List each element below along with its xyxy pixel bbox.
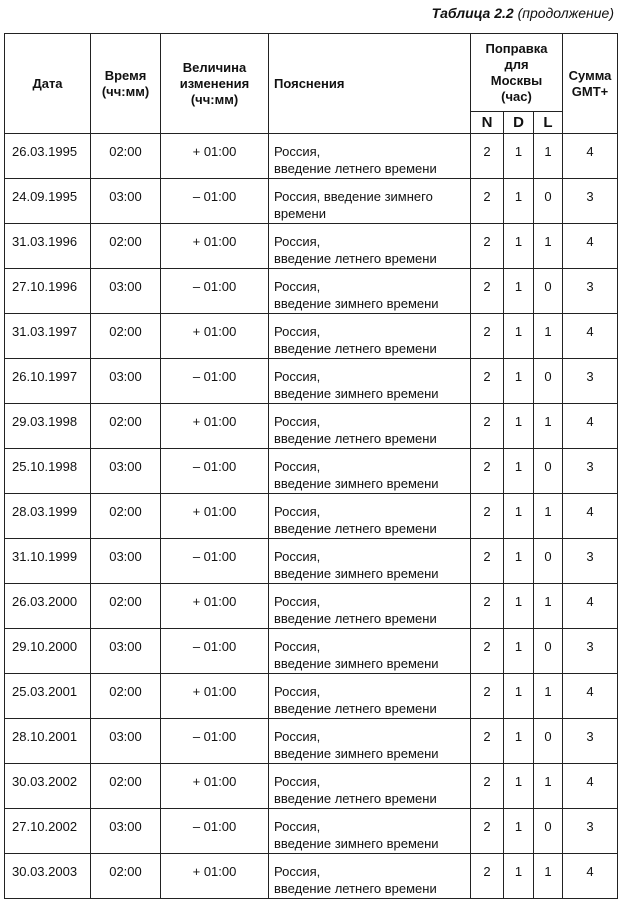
change-cell: + 01:00 xyxy=(161,494,269,539)
date-cell: 25.10.1998 xyxy=(5,449,91,494)
n-cell: 2 xyxy=(471,584,504,629)
d-cell: 1 xyxy=(504,719,534,764)
sum-cell: 3 xyxy=(563,629,618,674)
n-cell: 2 xyxy=(471,134,504,179)
l-cell: 0 xyxy=(534,449,563,494)
table-row xyxy=(5,359,618,404)
table-row xyxy=(5,719,618,764)
date-cell: 30.03.2003 xyxy=(5,854,91,899)
explanation-line-1: Россия, xyxy=(274,639,321,654)
header-explanation: Пояснения xyxy=(269,34,471,134)
table-row xyxy=(5,179,618,224)
explanation-cell xyxy=(269,179,471,224)
table-row xyxy=(5,314,618,359)
change-cell: – 01:00 xyxy=(161,719,269,764)
sum-cell: 3 xyxy=(563,809,618,854)
n-cell: 2 xyxy=(471,449,504,494)
n-cell: 2 xyxy=(471,314,504,359)
sum-cell: 4 xyxy=(563,494,618,539)
header-date: Дата xyxy=(5,34,91,134)
header-change: Величина изменения (чч:мм) xyxy=(161,34,269,134)
explanation-cell xyxy=(269,854,471,899)
date-cell: 24.09.1995 xyxy=(5,179,91,224)
l-cell: 1 xyxy=(534,494,563,539)
d-cell: 1 xyxy=(504,269,534,314)
d-cell: 1 xyxy=(504,224,534,269)
explanation-cell xyxy=(269,269,471,314)
date-cell: 29.10.2000 xyxy=(5,629,91,674)
explanation-line-1: Россия, xyxy=(274,684,321,699)
d-cell: 1 xyxy=(504,674,534,719)
date-cell: 28.03.1999 xyxy=(5,494,91,539)
n-cell: 2 xyxy=(471,764,504,809)
sum-cell: 3 xyxy=(563,269,618,314)
explanation-line-2: введение летнего времени xyxy=(274,791,437,806)
n-cell: 2 xyxy=(471,359,504,404)
change-cell: – 01:00 xyxy=(161,269,269,314)
explanation-cell xyxy=(269,404,471,449)
time-cell: 03:00 xyxy=(91,179,161,224)
explanation-line-1: Россия, xyxy=(274,729,321,744)
n-cell: 2 xyxy=(471,494,504,539)
change-cell: – 01:00 xyxy=(161,809,269,854)
n-cell: 2 xyxy=(471,629,504,674)
explanation-cell xyxy=(269,494,471,539)
date-cell: 31.03.1997 xyxy=(5,314,91,359)
sum-cell: 4 xyxy=(563,134,618,179)
header-moscow-correction: Поправка для Москвы (час) xyxy=(471,34,563,112)
table-row xyxy=(5,629,618,674)
explanation-cell xyxy=(269,719,471,764)
explanation-line-2: введение зимнего времени xyxy=(274,476,439,491)
sum-cell: 4 xyxy=(563,224,618,269)
explanation-line-2: введение летнего времени xyxy=(274,341,437,356)
time-cell: 03:00 xyxy=(91,269,161,314)
change-cell: – 01:00 xyxy=(161,179,269,224)
time-cell: 02:00 xyxy=(91,584,161,629)
dst-table xyxy=(4,33,618,899)
explanation-line-2: введение зимнего времени xyxy=(274,836,439,851)
table-row xyxy=(5,854,618,899)
time-cell: 03:00 xyxy=(91,449,161,494)
explanation-cell xyxy=(269,764,471,809)
explanation-cell xyxy=(269,314,471,359)
explanation-line-2: введение зимнего времени xyxy=(274,296,439,311)
explanation-line-1: Россия, xyxy=(274,549,321,564)
explanation-line-1: Россия, xyxy=(274,414,321,429)
explanation-cell xyxy=(269,449,471,494)
time-cell: 03:00 xyxy=(91,809,161,854)
table-row xyxy=(5,494,618,539)
explanation-line-1: Россия, xyxy=(274,594,321,609)
time-cell: 03:00 xyxy=(91,539,161,584)
d-cell: 1 xyxy=(504,134,534,179)
sum-cell: 4 xyxy=(563,404,618,449)
time-cell: 02:00 xyxy=(91,314,161,359)
table-row xyxy=(5,584,618,629)
table-caption xyxy=(432,5,614,21)
d-cell: 1 xyxy=(504,854,534,899)
explanation-line-1: Россия, xyxy=(274,279,321,294)
l-cell: 0 xyxy=(534,809,563,854)
l-cell: 1 xyxy=(534,404,563,449)
table-row xyxy=(5,134,618,179)
d-cell: 1 xyxy=(504,449,534,494)
date-cell: 29.03.1998 xyxy=(5,404,91,449)
d-cell: 1 xyxy=(504,539,534,584)
time-cell: 02:00 xyxy=(91,494,161,539)
explanation-cell xyxy=(269,809,471,854)
l-cell: 0 xyxy=(534,719,563,764)
change-cell: + 01:00 xyxy=(161,404,269,449)
explanation-line-1: Россия, xyxy=(274,819,321,834)
n-cell: 2 xyxy=(471,404,504,449)
time-cell: 03:00 xyxy=(91,719,161,764)
date-cell: 25.03.2001 xyxy=(5,674,91,719)
table-row xyxy=(5,674,618,719)
change-cell: – 01:00 xyxy=(161,539,269,584)
explanation-line-2: введение зимнего времени xyxy=(274,566,439,581)
explanation-cell xyxy=(269,359,471,404)
n-cell: 2 xyxy=(471,224,504,269)
time-cell: 03:00 xyxy=(91,629,161,674)
explanation-cell xyxy=(269,224,471,269)
change-cell: + 01:00 xyxy=(161,134,269,179)
change-cell: + 01:00 xyxy=(161,764,269,809)
time-cell: 02:00 xyxy=(91,854,161,899)
time-cell: 02:00 xyxy=(91,404,161,449)
table-row xyxy=(5,809,618,854)
l-cell: 0 xyxy=(534,359,563,404)
time-cell: 02:00 xyxy=(91,764,161,809)
explanation-cell xyxy=(269,674,471,719)
date-cell: 31.10.1999 xyxy=(5,539,91,584)
sum-cell: 4 xyxy=(563,854,618,899)
table-row xyxy=(5,764,618,809)
d-cell: 1 xyxy=(504,494,534,539)
explanation-line-1: Россия, xyxy=(274,504,321,519)
d-cell: 1 xyxy=(504,359,534,404)
n-cell: 2 xyxy=(471,179,504,224)
explanation-line-2: введение зимнего времени xyxy=(274,656,439,671)
explanation-line-2: введение зимнего времени xyxy=(274,746,439,761)
date-cell: 26.03.1995 xyxy=(5,134,91,179)
l-cell: 0 xyxy=(534,269,563,314)
date-cell: 27.10.2002 xyxy=(5,809,91,854)
explanation-cell xyxy=(269,584,471,629)
header-n: N xyxy=(471,112,504,134)
table-row xyxy=(5,404,618,449)
explanation-line-1: Россия, введение зимнего xyxy=(274,189,433,204)
sum-cell: 4 xyxy=(563,764,618,809)
explanation-line-2: введение летнего времени xyxy=(274,161,437,176)
date-cell: 27.10.1996 xyxy=(5,269,91,314)
n-cell: 2 xyxy=(471,539,504,584)
explanation-line-2: введение летнего времени xyxy=(274,521,437,536)
l-cell: 1 xyxy=(534,134,563,179)
time-cell: 03:00 xyxy=(91,359,161,404)
l-cell: 1 xyxy=(534,584,563,629)
header-d: D xyxy=(504,112,534,134)
table-row xyxy=(5,269,618,314)
table-body xyxy=(5,134,618,899)
explanation-cell xyxy=(269,539,471,584)
date-cell: 26.03.2000 xyxy=(5,584,91,629)
header-l: L xyxy=(534,112,563,134)
l-cell: 1 xyxy=(534,674,563,719)
d-cell: 1 xyxy=(504,764,534,809)
d-cell: 1 xyxy=(504,314,534,359)
sum-cell: 3 xyxy=(563,179,618,224)
explanation-line-2: введение летнего времени xyxy=(274,251,437,266)
d-cell: 1 xyxy=(504,584,534,629)
sum-cell: 3 xyxy=(563,359,618,404)
l-cell: 1 xyxy=(534,224,563,269)
d-cell: 1 xyxy=(504,629,534,674)
explanation-line-1: Россия, xyxy=(274,144,321,159)
l-cell: 0 xyxy=(534,179,563,224)
change-cell: + 01:00 xyxy=(161,314,269,359)
explanation-line-2: введение летнего времени xyxy=(274,431,437,446)
sum-cell: 3 xyxy=(563,449,618,494)
header-sum-gmt: Сумма GMT+ xyxy=(563,34,618,134)
date-cell: 31.03.1996 xyxy=(5,224,91,269)
explanation-line-2: введение зимнего времени xyxy=(274,386,439,401)
change-cell: – 01:00 xyxy=(161,449,269,494)
n-cell: 2 xyxy=(471,719,504,764)
change-cell: – 01:00 xyxy=(161,359,269,404)
table-number: Таблица 2.2 xyxy=(431,5,514,21)
d-cell: 1 xyxy=(504,179,534,224)
sum-cell: 4 xyxy=(563,674,618,719)
time-cell: 02:00 xyxy=(91,674,161,719)
l-cell: 1 xyxy=(534,314,563,359)
explanation-line-1: Россия, xyxy=(274,864,321,879)
time-cell: 02:00 xyxy=(91,134,161,179)
d-cell: 1 xyxy=(504,404,534,449)
header-time: Время (чч:мм) xyxy=(91,34,161,134)
explanation-line-1: Россия, xyxy=(274,234,321,249)
explanation-line-1: Россия, xyxy=(274,324,321,339)
date-cell: 30.03.2002 xyxy=(5,764,91,809)
table-continuation-note: (продолжение) xyxy=(517,5,614,21)
date-cell: 28.10.2001 xyxy=(5,719,91,764)
n-cell: 2 xyxy=(471,854,504,899)
sum-cell: 4 xyxy=(563,584,618,629)
change-cell: – 01:00 xyxy=(161,629,269,674)
change-cell: + 01:00 xyxy=(161,224,269,269)
n-cell: 2 xyxy=(471,809,504,854)
table-row xyxy=(5,539,618,584)
l-cell: 1 xyxy=(534,764,563,809)
explanation-cell xyxy=(269,134,471,179)
table-row xyxy=(5,224,618,269)
change-cell: + 01:00 xyxy=(161,584,269,629)
date-cell: 26.10.1997 xyxy=(5,359,91,404)
table-row xyxy=(5,449,618,494)
sum-cell: 4 xyxy=(563,314,618,359)
explanation-line-1: Россия, xyxy=(274,774,321,789)
explanation-line-2: введение летнего времени xyxy=(274,701,437,716)
explanation-line-2: введение летнего времени xyxy=(274,611,437,626)
change-cell: + 01:00 xyxy=(161,674,269,719)
n-cell: 2 xyxy=(471,269,504,314)
time-cell: 02:00 xyxy=(91,224,161,269)
explanation-cell xyxy=(269,629,471,674)
explanation-line-2: введение летнего времени xyxy=(274,881,437,896)
sum-cell: 3 xyxy=(563,719,618,764)
explanation-line-2: времени xyxy=(274,206,326,221)
d-cell: 1 xyxy=(504,809,534,854)
l-cell: 1 xyxy=(534,854,563,899)
explanation-line-1: Россия, xyxy=(274,459,321,474)
l-cell: 0 xyxy=(534,629,563,674)
change-cell: + 01:00 xyxy=(161,854,269,899)
l-cell: 0 xyxy=(534,539,563,584)
n-cell: 2 xyxy=(471,674,504,719)
sum-cell: 3 xyxy=(563,539,618,584)
explanation-line-1: Россия, xyxy=(274,369,321,384)
